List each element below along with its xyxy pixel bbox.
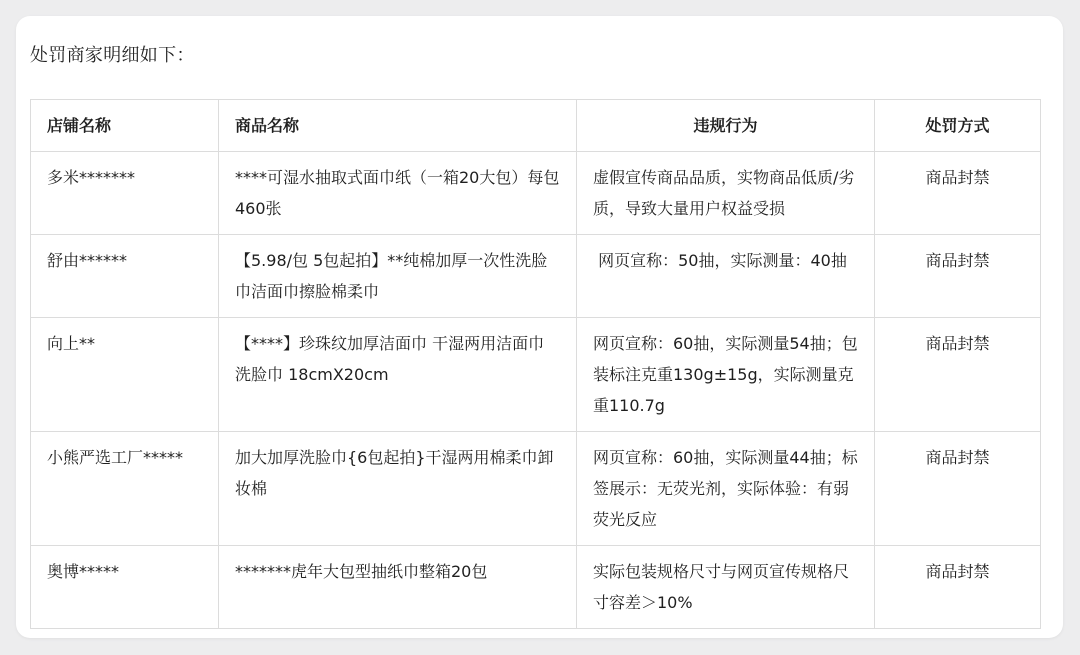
table-row [31, 546, 1041, 629]
violation-cell: 网页宣称：50抽，实际测量：40抽 [577, 235, 875, 318]
penalty-table [30, 99, 1041, 629]
header-violation: 违规行为 [577, 100, 875, 152]
table-body [31, 152, 1041, 629]
product-name-cell: ****可湿水抽取式面巾纸（一箱20大包）每包460张 [219, 152, 577, 235]
penalty-cell: 商品封禁 [875, 152, 1041, 235]
product-name-cell: *******虎年大包型抽纸巾整箱20包 [219, 546, 577, 629]
violation-cell: 网页宣称：60抽，实际测量44抽；标签展示：无荧光剂，实际体验：有弱荧光反应 [577, 432, 875, 546]
violation-cell: 网页宣称：60抽，实际测量54抽；包装标注克重130g±15g，实际测量克重110.7g [577, 318, 875, 432]
intro-text: 处罚商家明细如下： [30, 45, 195, 66]
violation-cell: 虚假宣传商品品质，实物商品低质/劣质，导致大量用户权益受损 [577, 152, 875, 235]
header-product-name: 商品名称 [219, 100, 577, 152]
store-name-cell: 小熊严选工厂***** [31, 432, 219, 546]
header-store-name: 店铺名称 [31, 100, 219, 152]
penalty-cell: 商品封禁 [875, 432, 1041, 546]
header-penalty: 处罚方式 [875, 100, 1041, 152]
store-name-cell: 舒由****** [31, 235, 219, 318]
content-card [16, 16, 1063, 638]
store-name-cell: 多米******* [31, 152, 219, 235]
penalty-cell: 商品封禁 [875, 318, 1041, 432]
product-name-cell: 【****】珍珠纹加厚洁面巾 干湿两用洁面巾 洗脸巾 18cmX20cm [219, 318, 577, 432]
table-row [31, 432, 1041, 546]
product-name-cell: 【5.98/包 5包起拍】**纯棉加厚一次性洗脸巾洁面巾擦脸棉柔巾 [219, 235, 577, 318]
store-name-cell: 向上** [31, 318, 219, 432]
table-header [31, 100, 1041, 152]
table-row [31, 318, 1041, 432]
violation-cell: 实际包装规格尺寸与网页宣传规格尺寸容差＞10% [577, 546, 875, 629]
table-row [31, 152, 1041, 235]
table-row [31, 235, 1041, 318]
product-name-cell: 加大加厚洗脸巾{6包起拍}干湿两用棉柔巾卸妆棉 [219, 432, 577, 546]
header-row [31, 100, 1041, 152]
penalty-cell: 商品封禁 [875, 546, 1041, 629]
penalty-cell: 商品封禁 [875, 235, 1041, 318]
store-name-cell: 奥博***** [31, 546, 219, 629]
